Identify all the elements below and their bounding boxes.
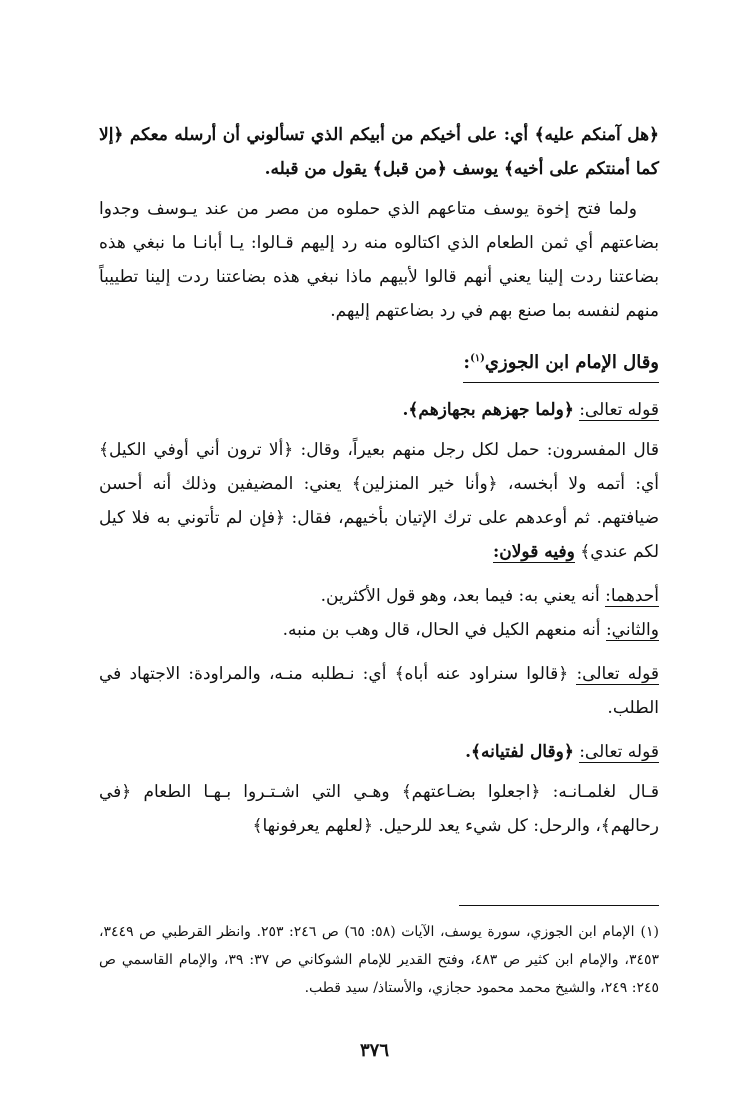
footnotes — [99, 918, 659, 1002]
paragraph-1: ﴿هل آمنكم عليه﴾ أي: على أخيكم من أبيكم الذي تسألوني أن أرسله معكم ﴿إلا كما أمنتكم على أخيه﴾ يوسف ﴿من قبل﴾ يقول من قبله. — [99, 125, 659, 179]
verse-2-text: ﴿قالوا سنراود عنه أباه﴾ أي: نـطلبه منـه، والمراودة: الاجتهاد في الطلب. — [99, 664, 659, 718]
verse-2 — [99, 657, 659, 725]
opinion-first-label: أحدهما: — [605, 586, 659, 606]
opinion-second-text: أنه منعهم الكيل في الحال، قال وهب بن منبه. — [282, 620, 601, 640]
page-number: ٣٧٦ — [359, 1040, 389, 1061]
paragraph-4: قـال لغلمـانـه: ﴿اجعلوا بضـاعتهم﴾ وهـي التي اشـتـروا بـهـا الطعام ﴿في رحالهم﴾، والرحل: كل شيء يعد للرحيل. ﴿لعلهم يعرفونها﴾ — [99, 782, 659, 836]
section-heading-row — [99, 346, 659, 383]
paragraph-3-tail: وفيه قولان: — [492, 542, 575, 562]
verse-1 — [99, 393, 659, 427]
footnote-text: الإمام ابن الجوزي، سورة يوسف، الآيات (٥٨: ٦٥) ص ٢٤٦: ٢٥٣. وانظر القرطبي ص ٣٤٤٩، ٣٤٥٣، والإمام ابن كثير ص ٤٨٣، وفتح القدير للإمام الشوكاني ص ٣٧: ٣٩، والإمام القاسمي ص ٢٤٥: ٢٤٩، والشيخ محمد محمود حجازي، والأستاذ/ سيد قطب. — [99, 924, 660, 996]
opinion-first — [99, 579, 659, 613]
section-heading — [463, 346, 659, 383]
opinion-second-label: والثاني: — [605, 620, 659, 640]
section-heading-text: وقال الإمام ابن الجوزي — [484, 352, 659, 373]
verse-3-text: ﴿وقال لفتيانه﴾. — [465, 742, 574, 762]
opinion-first-text: أنه يعني به: فيما بعد، وهو قول الأكثرين. — [320, 586, 600, 606]
verse-1-text: ﴿ولما جهزهم بجهازهم﴾. — [402, 400, 574, 420]
footnote-reference: (١) — [470, 353, 485, 364]
verse-1-label: قوله تعالى: — [579, 400, 659, 420]
section-heading-colon: : — [463, 352, 471, 373]
footnote-divider — [459, 905, 659, 906]
verse-2-label: قوله تعالى: — [576, 664, 660, 684]
opinion-second — [99, 613, 659, 647]
verse-3 — [99, 735, 659, 769]
page-body — [99, 118, 659, 843]
verse-3-label: قوله تعالى: — [579, 742, 659, 762]
paragraph-3-text: قال المفسرون: حمل لكل رجل منهم بعيراً، وقال: ﴿ألا ترون أني أوفي الكيل﴾ أي: أتمه ولا أبخسه، ﴿وأنا خير المنزلين﴾ يعني: المضيفين وذلك أنه أحسن ضيافتهم. ثم أوعدهم على ترك الإتيان بأخيهم، فقال: ﴿فإن لم تأتوني به فلا كيل لكم عندي﴾ — [99, 440, 659, 562]
footnote-number: (١) — [640, 924, 660, 940]
paragraph-2: ولما فتح إخوة يوسف متاعهم الذي حملوه من مصر من عند يـوسف وجدوا بضاعتهم أي ثمن الطعام الذي اكتالوه منه رد إليهم قـالوا: يـا أبانـا ما نبغي هذه بضاعتنا ردت إلينا يعني أنهم قالوا لأبيهم ماذا نبغي هذه بضاعتنا ردت إلينا تطييباً منهم لنفسه بما صنع بهم في رد بضاعتهم إليهم. — [99, 199, 659, 321]
paragraph-3 — [99, 433, 659, 569]
